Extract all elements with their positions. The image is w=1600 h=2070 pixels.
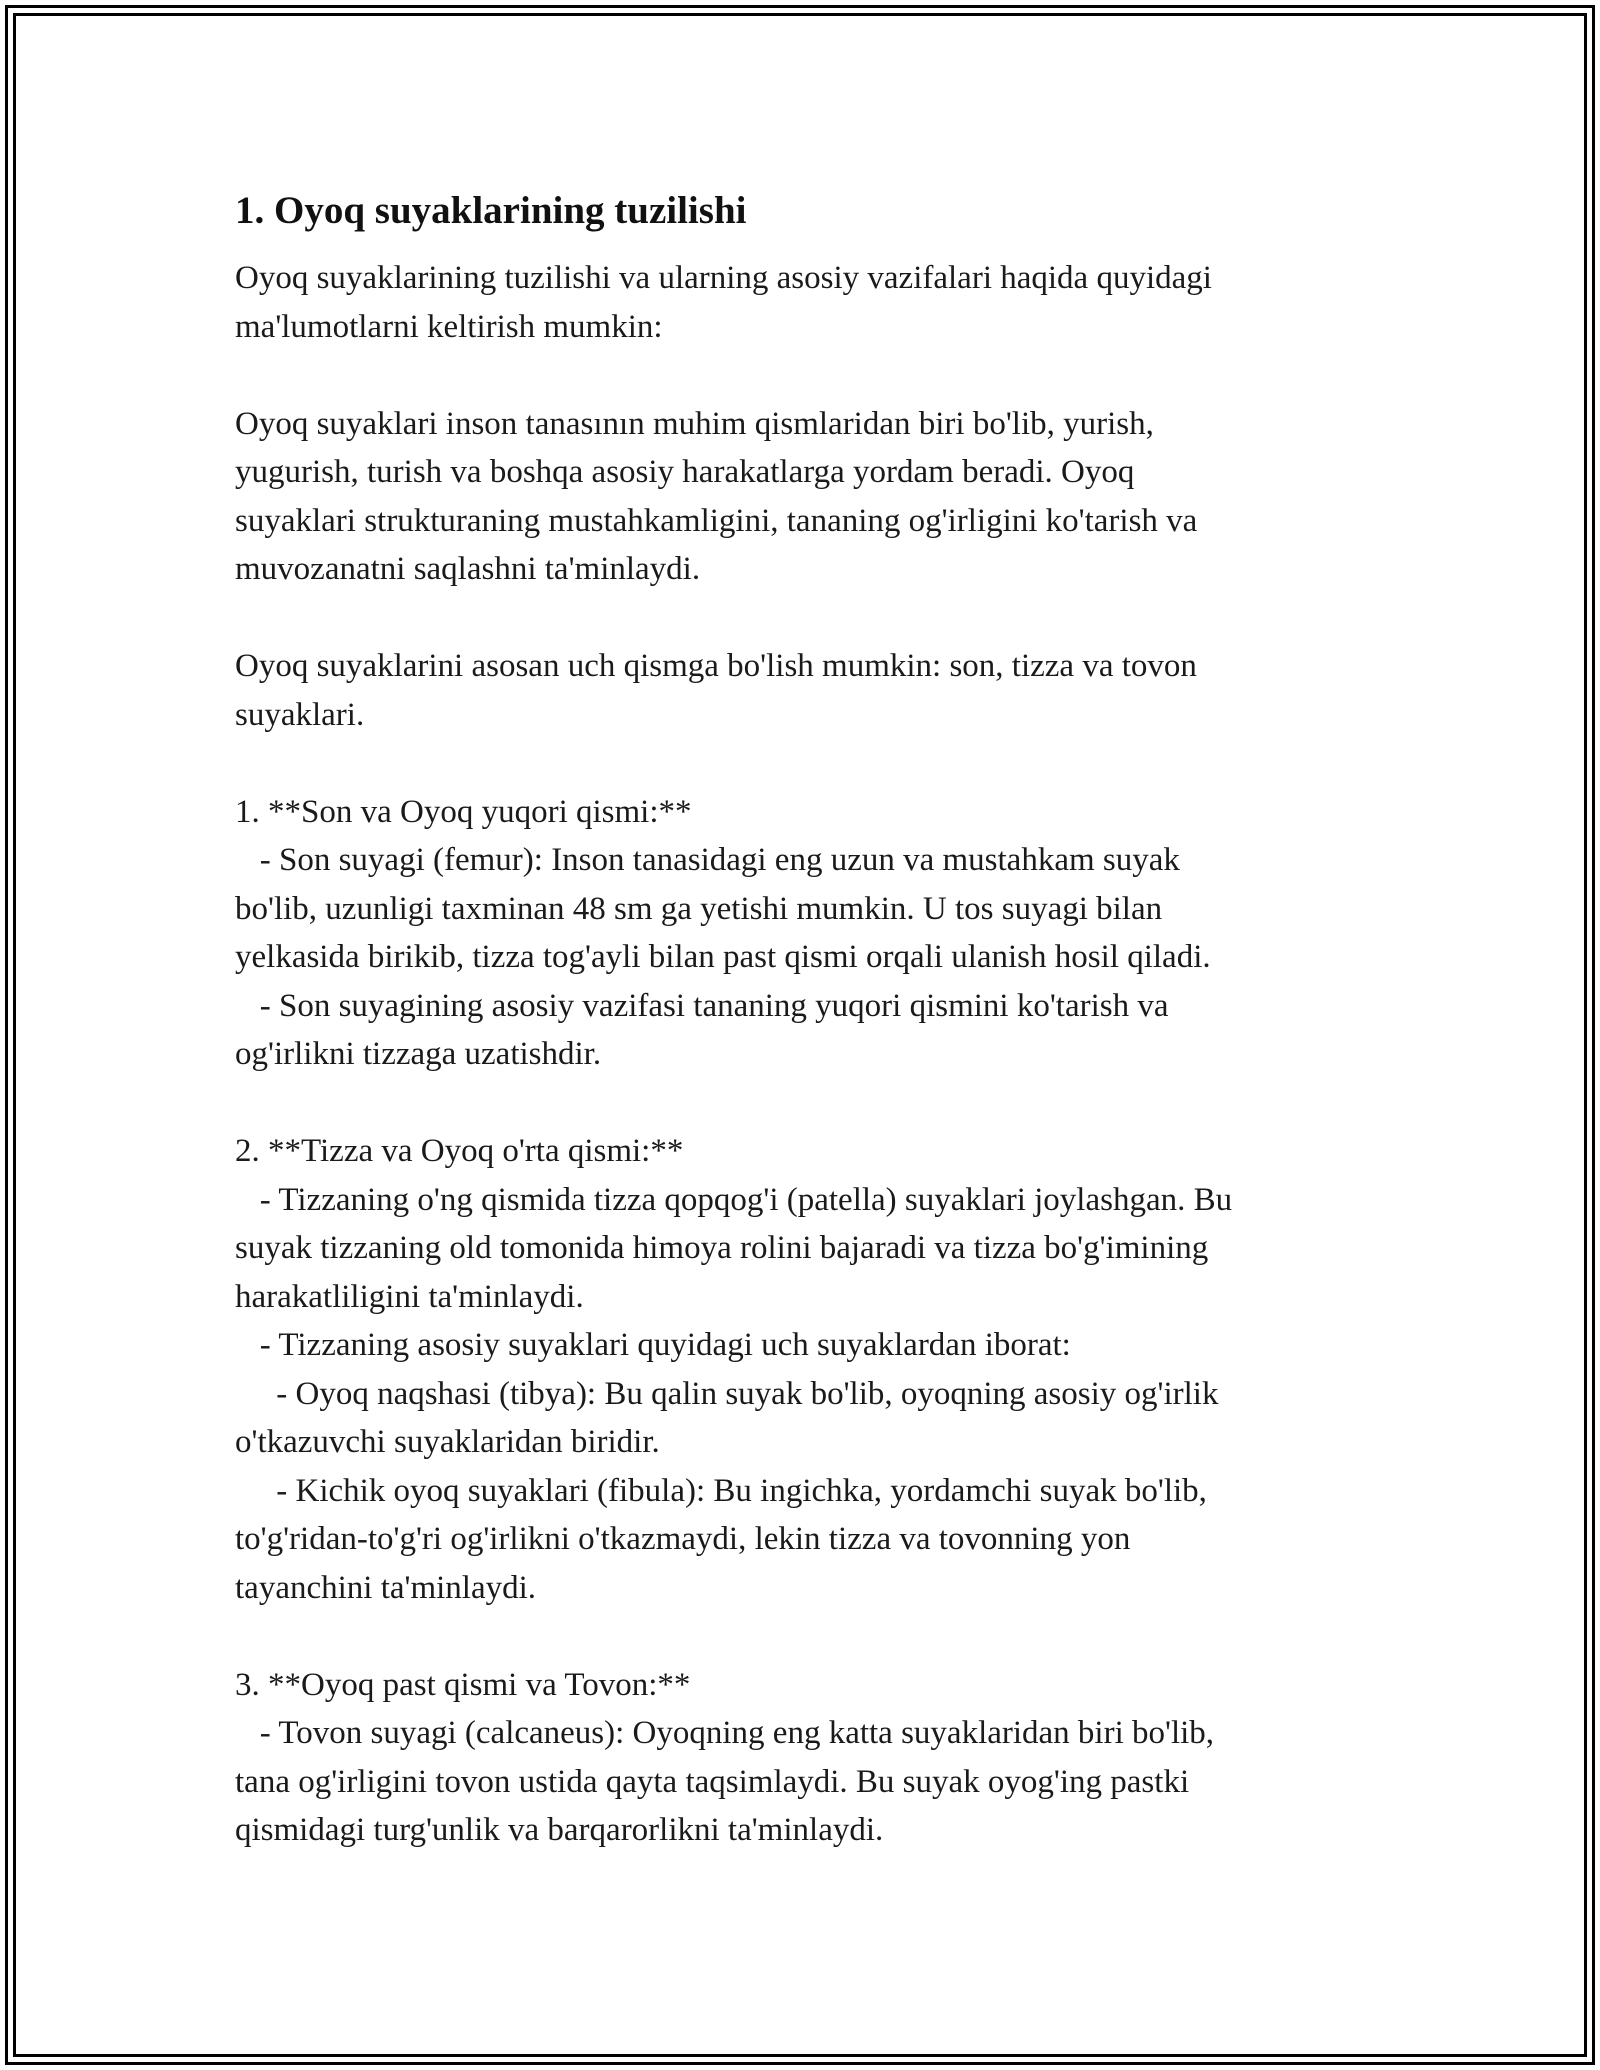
paragraph-gap	[235, 351, 1375, 400]
document-title: 1. Oyoq suyaklarining tuzilishi	[235, 189, 747, 232]
paragraph-gap	[235, 1079, 1375, 1128]
paragraph-overview: Oyoq suyaklari inson tanasının muhim qismlaridan biri bo'lib, yurish, yugurish, turish va boshqa asosiy harakatlarga yordam beradi. Oyoq suyaklari strukturaning mustahkamligini, tananing og'irligini ko'tarish va muvozanatni saqlashni ta'minlaydi.	[235, 405, 1198, 587]
paragraph-gap	[235, 1612, 1375, 1661]
section-heel: 3. **Oyoq past qismi va Tovon:** - Tovon suyagi (calcaneus): Oyoqning eng katta suyaklaridan biri bo'lib, tana og'irligini tovon ustida qayta taqsimlaydi. Bu suyak oyog'ing pastki qismidagi turg'unlik va barqarorlikni ta'minlaydi.	[235, 1666, 1215, 1848]
section-femur: 1. **Son va Oyoq yuqori qismi:** - Son suyagi (femur): Inson tanasidagi eng uzun va mustahkam suyak bo'lib, uzunligi taxminan 48 sm ga yetishi mumkin. U tos suyagi bilan yelkasida birikib, tizza tog'ayli bilan past qismi orqali ulanish hosil qiladi. - Son suyagining asosiy vazifasi tananing yuqori qismini ko'tarish va og'irlikni tizzaga uzatishdir.	[235, 793, 1211, 1072]
paragraph-division: Oyoq suyaklarini asosan uch qismga bo'lish mumkin: son, tizza va tovon suyaklari.	[235, 648, 1197, 733]
section-knee: 2. **Tizza va Oyoq o'rta qismi:** - Tizzaning o'ng qismida tizza qopqog'i (patella) suyaklari joylashgan. Bu suyak tizzaning old tomonida himoya rolini bajaradi va tizza bo'g'imining harakatliligini ta'minlaydi. - Tizzaning asosiy suyaklari quyidagi uch suyaklardan iborat: - Oyoq naqshasi (tibya): Bu qalin suyak bo'lib, oyoqning asosiy og'irlik o'tkazuvchi suyaklaridan biridir. - Kichik oyoq suyaklari (fibula): Bu ingichka, yordamchi suyak bo'lib, to'g'ridan-to'g'ri og'irlikni o'tkazmaydi, lekin tizza va tovonning yon tayanchini ta'minlaydi.	[235, 1133, 1233, 1606]
paragraph-gap	[235, 739, 1375, 788]
paragraph-gap	[235, 594, 1375, 643]
paragraph-intro: Oyoq suyaklarining tuzilishi va ularning asosiy vazifalari haqida quyidagi ma'lumotlarni keltirish mumkin:	[235, 260, 1212, 345]
document-body	[235, 186, 1375, 1855]
